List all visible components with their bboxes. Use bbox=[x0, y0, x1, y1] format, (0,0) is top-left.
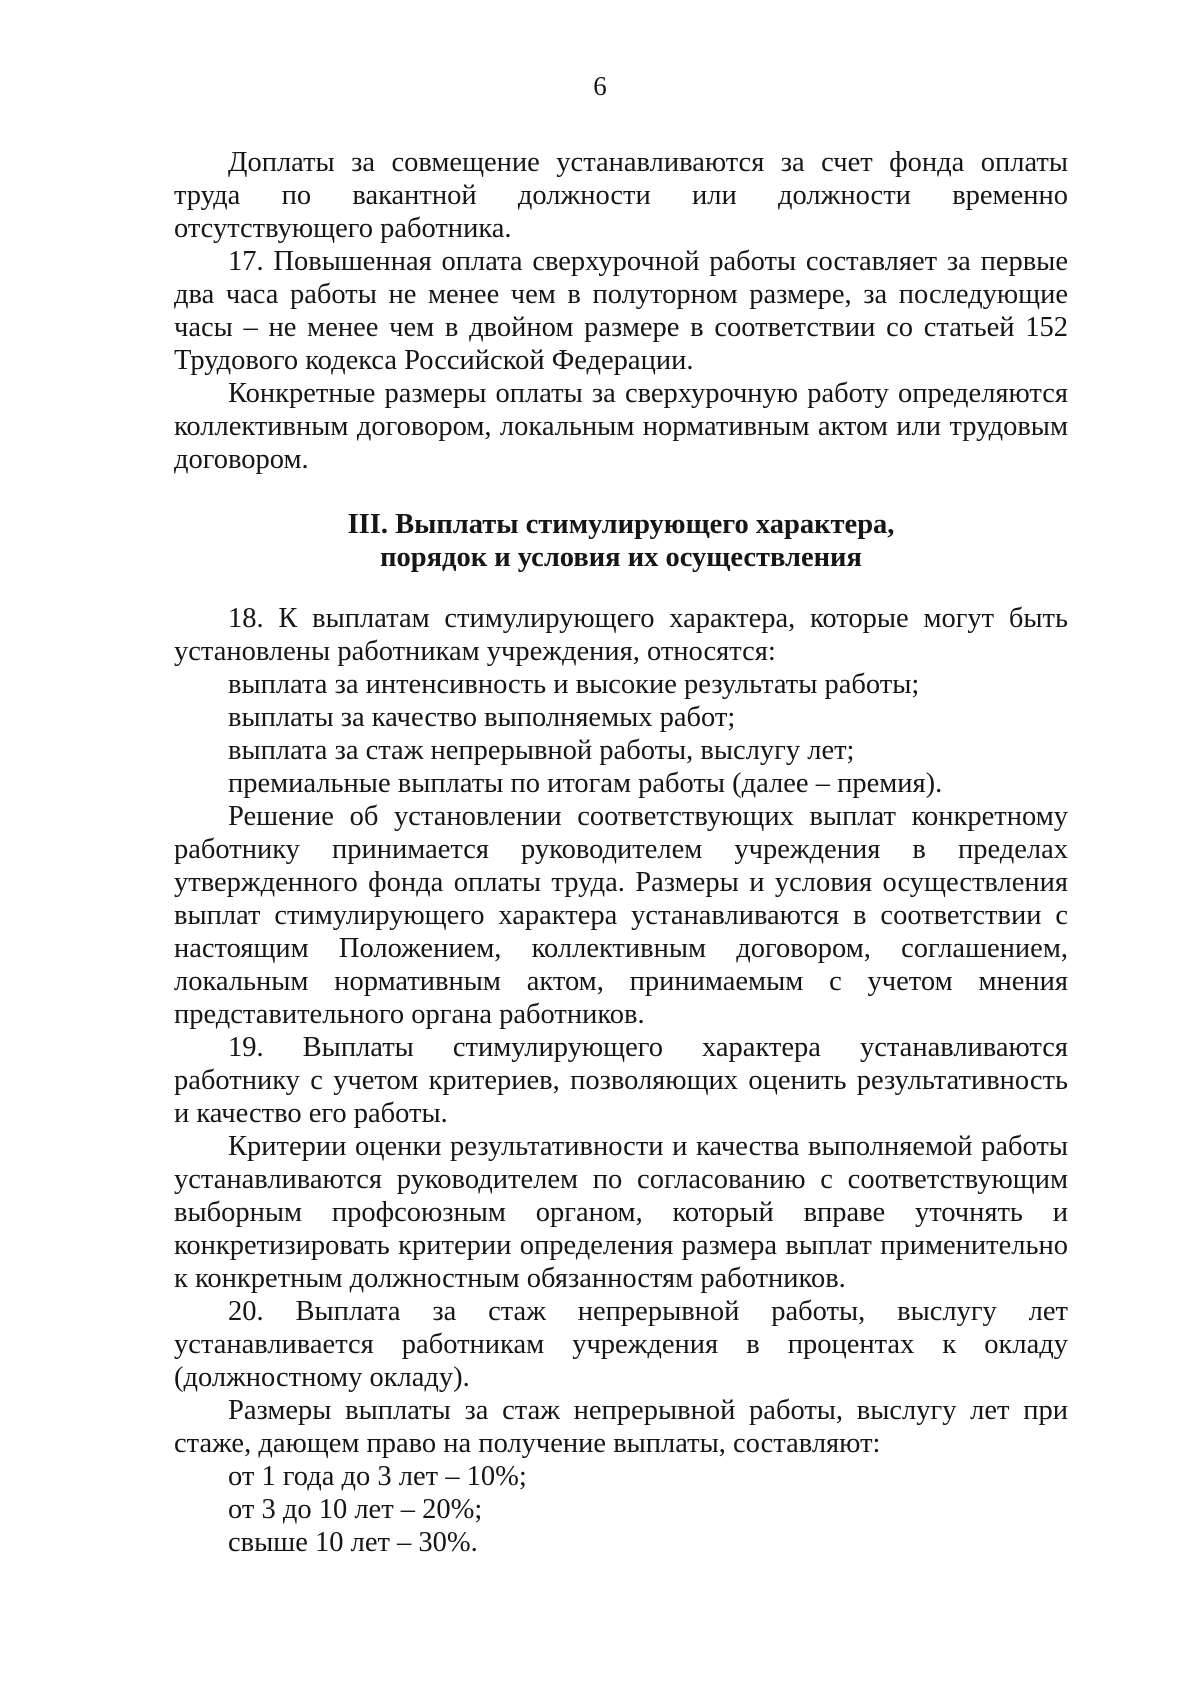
list-item: выплата за интенсивность и высокие результаты работы; bbox=[228, 669, 920, 700]
paragraph-17-overtime: 17. Повышенная оплата сверхурочной работы составляет за первые два часа работы не менее чем в полуторном размере, за последующие часы – не менее чем в двойном размере в соответствии со статьей 152 Трудового кодекса Российской Федерации. bbox=[174, 246, 1068, 376]
paragraph-seniority-amounts: Размеры выплаты за стаж непрерывной работы, выслугу лет при стаже, дающем право на получение выплаты, составляют: bbox=[174, 1395, 1068, 1459]
list-item: свыше 10 лет – 30%. bbox=[228, 1527, 478, 1558]
list-item: от 3 до 10 лет – 20%; bbox=[228, 1494, 483, 1525]
section-heading-line-2: порядок и условия их осуществления bbox=[380, 542, 862, 573]
section-heading-line-1: III. Выплаты стимулирующего характера, bbox=[347, 509, 895, 540]
paragraph-20-seniority: 20. Выплата за стаж непрерывной работы, выслугу лет устанавливается работникам учреждения в процентах к окладу (должностному окладу). bbox=[174, 1296, 1068, 1393]
paragraph-decision: Решение об установлении соответствующих выплат конкретному работнику принимается руководителем учреждения в пределах утвержденного фонда оплаты труда. Размеры и условия осуществления выплат стимулирующего характера устанавливаются в соответствии с настоящим Положением, коллективным договором, соглашением, локальным нормативным актом, принимаемым с учетом мнения представительного органа работников. bbox=[174, 801, 1068, 1030]
list-item: от 1 года до 3 лет – 10%; bbox=[228, 1461, 527, 1492]
paragraph-19-criteria: 19. Выплаты стимулирующего характера устанавливаются работнику с учетом критериев, позволяющих оценить результативность и качество его работы. bbox=[174, 1032, 1068, 1129]
page-number: 6 bbox=[593, 71, 607, 101]
list-item: выплата за стаж непрерывной работы, выслугу лет; bbox=[228, 735, 855, 766]
paragraph-evaluation-criteria: Критерии оценки результативности и качества выполняемой работы устанавливаются руководителем по согласованию с соответствующим выборным профсоюзным органом, который вправе уточнять и конкретизировать критерии определения размера выплат применительно к конкретным должностным обязанностям работников. bbox=[174, 1131, 1068, 1294]
paragraph-combination-payments: Доплаты за совмещение устанавливаются за счет фонда оплаты труда по вакантной должности или должности временно отсутствующего работника. bbox=[174, 147, 1068, 244]
list-item: выплаты за качество выполняемых работ; bbox=[228, 702, 736, 733]
paragraph-overtime-amounts: Конкретные размеры оплаты за сверхурочную работу определяются коллективным договором, локальным нормативным актом или трудовым договором. bbox=[174, 378, 1068, 475]
spacer bbox=[174, 476, 1068, 508]
list-item: премиальные выплаты по итогам работы (далее – премия). bbox=[228, 768, 943, 799]
document-body bbox=[174, 146, 1068, 1559]
spacer bbox=[174, 574, 1068, 602]
paragraph-18-incentives: 18. К выплатам стимулирующего характера, которые могут быть установлены работникам учреждения, относятся: bbox=[174, 603, 1068, 667]
